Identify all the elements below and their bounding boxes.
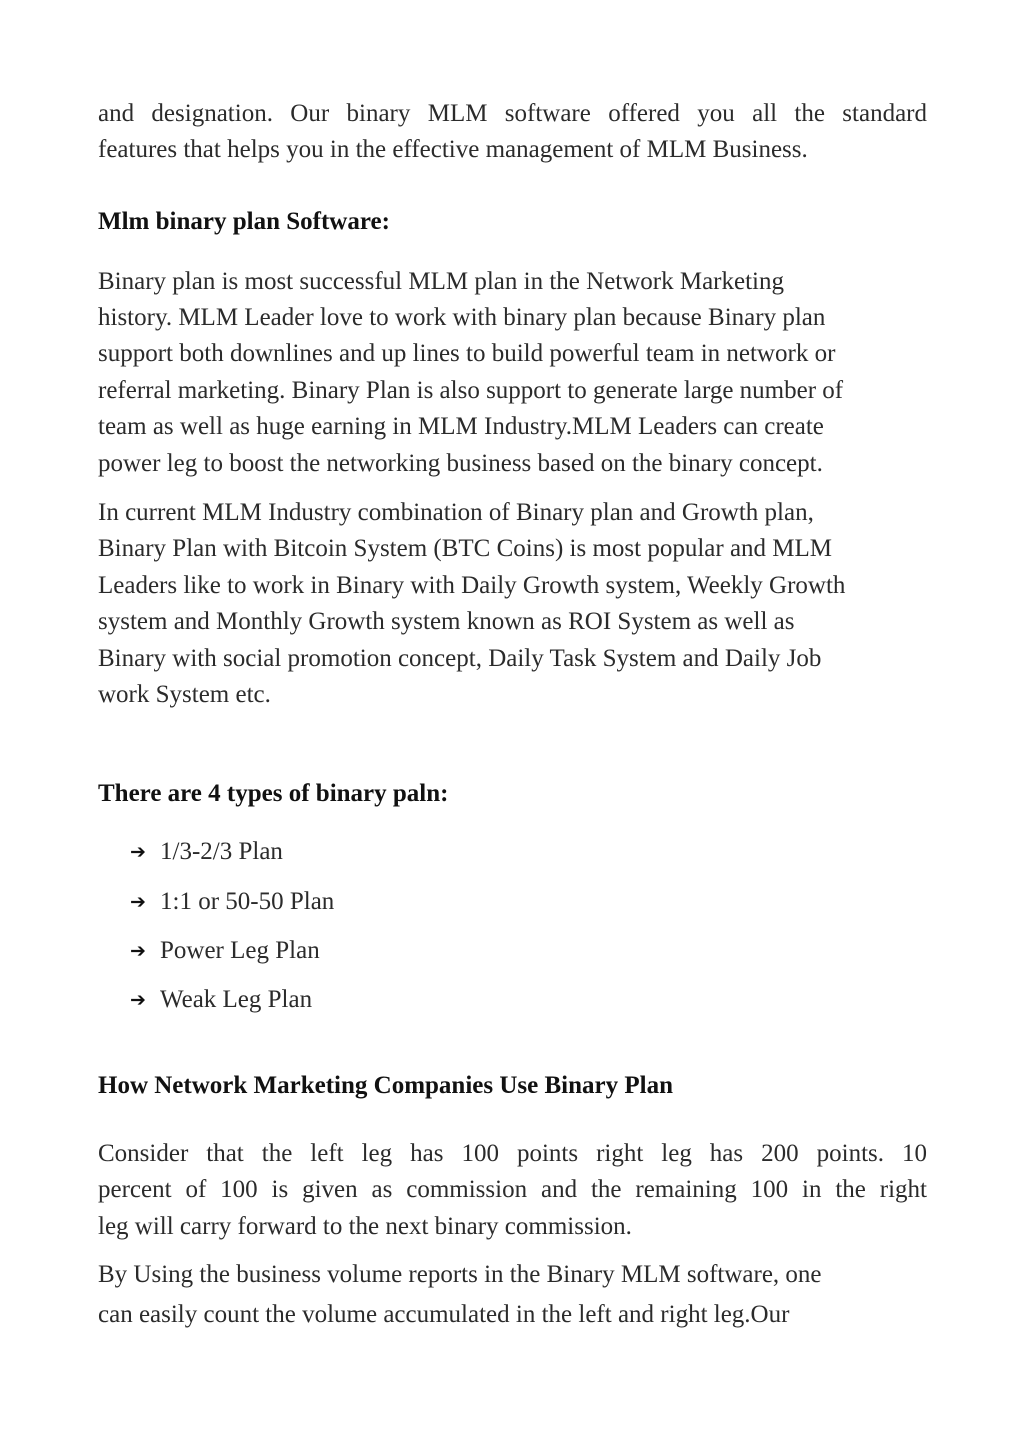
intro-line: and designation. Our binary MLM software offered you all the standard [98, 100, 927, 127]
arrow-right-icon: ➔ [130, 841, 146, 863]
paragraph-line: work System etc. [98, 681, 271, 708]
paragraph-line: can easily count the volume accumulated in the left and right leg.Our [98, 1301, 790, 1328]
arrow-right-icon: ➔ [130, 891, 146, 913]
section-heading-binary-plan-software: Mlm binary plan Software: [98, 208, 390, 235]
list-item-label: Weak Leg Plan [160, 986, 313, 1013]
list-item-label: Power Leg Plan [160, 937, 320, 964]
arrow-right-icon: ➔ [130, 989, 146, 1011]
paragraph-line: In current MLM Industry combination of Binary plan and Growth plan, [98, 499, 814, 526]
paragraph-line: referral marketing. Binary Plan is also support to generate large number of [98, 377, 844, 404]
paragraph-line: Binary with social promotion concept, Daily Task System and Daily Job [98, 645, 822, 672]
paragraph-line: percent of 100 is given as commission and the remaining 100 in the right [98, 1176, 927, 1203]
list-item-label: 1/3-2/3 Plan [160, 838, 283, 865]
paragraph-line: support both downlines and up lines to build powerful team in network or [98, 340, 836, 367]
arrow-right-icon: ➔ [130, 940, 146, 962]
paragraph-line: power leg to boost the networking business based on the binary concept. [98, 450, 823, 477]
paragraph-line: history. MLM Leader love to work with binary plan because Binary plan [98, 304, 826, 331]
section-heading-how-companies-use-binary-plan: How Network Marketing Companies Use Binary Plan [98, 1072, 673, 1099]
section-heading-binary-plan-types: There are 4 types of binary paln: [98, 780, 449, 807]
list-item [130, 936, 320, 966]
list-item [130, 887, 334, 917]
intro-line: features that helps you in the effective management of MLM Business. [98, 136, 808, 163]
paragraph-line: system and Monthly Growth system known as ROI System as well as [98, 608, 795, 635]
paragraph-line: Binary plan is most successful MLM plan in the Network Marketing [98, 268, 784, 295]
list-item-label: 1:1 or 50-50 Plan [160, 888, 335, 915]
paragraph-line: Leaders like to work in Binary with Daily Growth system, Weekly Growth [98, 572, 846, 599]
list-item [130, 985, 312, 1015]
paragraph-line: leg will carry forward to the next binary commission. [98, 1213, 632, 1240]
paragraph-line: By Using the business volume reports in the Binary MLM software, one [98, 1261, 822, 1288]
paragraph-line: Binary Plan with Bitcoin System (BTC Coins) is most popular and MLM [98, 535, 833, 562]
paragraph-line: Consider that the left leg has 100 points right leg has 200 points. 10 [98, 1140, 927, 1167]
list-item [130, 837, 283, 867]
paragraph-line: team as well as huge earning in MLM Industry.MLM Leaders can create [98, 413, 824, 440]
